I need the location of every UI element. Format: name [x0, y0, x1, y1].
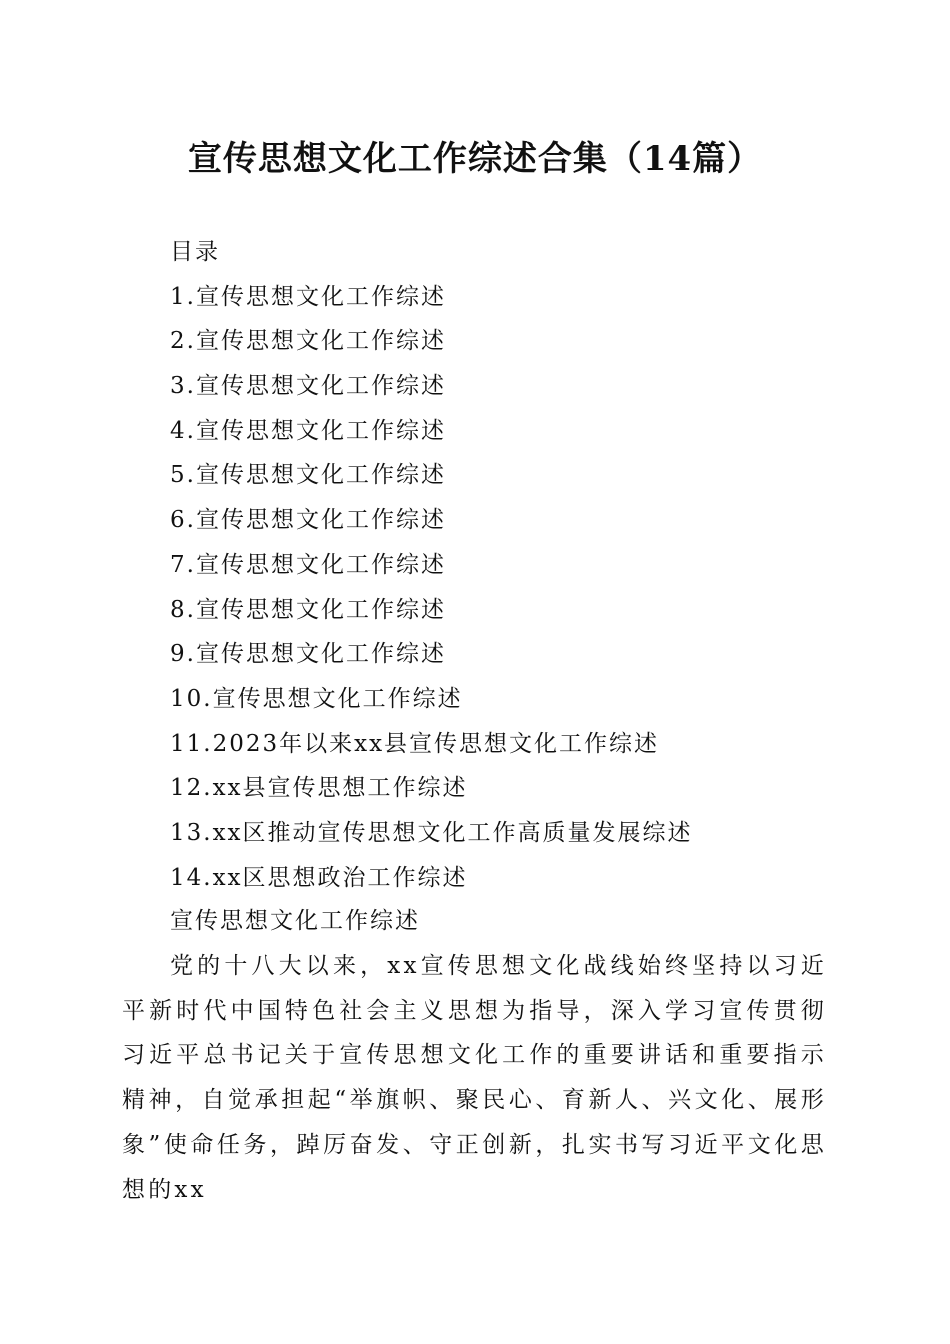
- toc-item-7[interactable]: 7.宣传思想文化工作综述: [170, 551, 446, 578]
- section-heading: 宣传思想文化工作综述: [170, 908, 420, 934]
- toc-item-4[interactable]: 4.宣传思想文化工作综述: [170, 417, 446, 444]
- toc-item-3[interactable]: 3.宣传思想文化工作综述: [170, 373, 446, 400]
- document-title: 宣传思想文化工作综述合集（14篇）: [187, 139, 763, 179]
- toc-item-1[interactable]: 1.宣传思想文化工作综述: [170, 283, 446, 310]
- toc-item-12[interactable]: 12.xx县宣传思想工作综述: [170, 775, 468, 802]
- toc-heading: 目录: [170, 239, 220, 265]
- toc-item-6[interactable]: 6.宣传思想文化工作综述: [170, 507, 446, 534]
- toc-item-13[interactable]: 13.xx区推动宣传思想文化工作高质量发展综述: [170, 819, 693, 846]
- table-of-contents: [170, 230, 830, 900]
- toc-item-8[interactable]: 8.宣传思想文化工作综述: [170, 596, 446, 623]
- toc-item-14[interactable]: 14.xx区思想政治工作综述: [170, 864, 468, 891]
- body-paragraph: 党的十八大以来，xx宣传思想文化战线始终坚持以习近平新时代中国特色社会主义思想为指导，深入学习宣传贯彻习近平总书记关于宣传思想文化工作的重要讲话和重要指示精神，自觉承担起“举旗帜、聚民心、育新人、兴文化、展形象”使命任务，踔厉奋发、守正创新，扎实书写习近平文化思想的xx: [122, 953, 827, 1203]
- toc-item-9[interactable]: 9.宣传思想文化工作综述: [170, 641, 446, 668]
- toc-item-5[interactable]: 5.宣传思想文化工作综述: [170, 462, 446, 489]
- toc-item-11[interactable]: 11.2023年以来xx县宣传思想文化工作综述: [170, 730, 660, 757]
- toc-item-10[interactable]: 10.宣传思想文化工作综述: [170, 685, 463, 712]
- toc-item-2[interactable]: 2.宣传思想文化工作综述: [170, 328, 446, 355]
